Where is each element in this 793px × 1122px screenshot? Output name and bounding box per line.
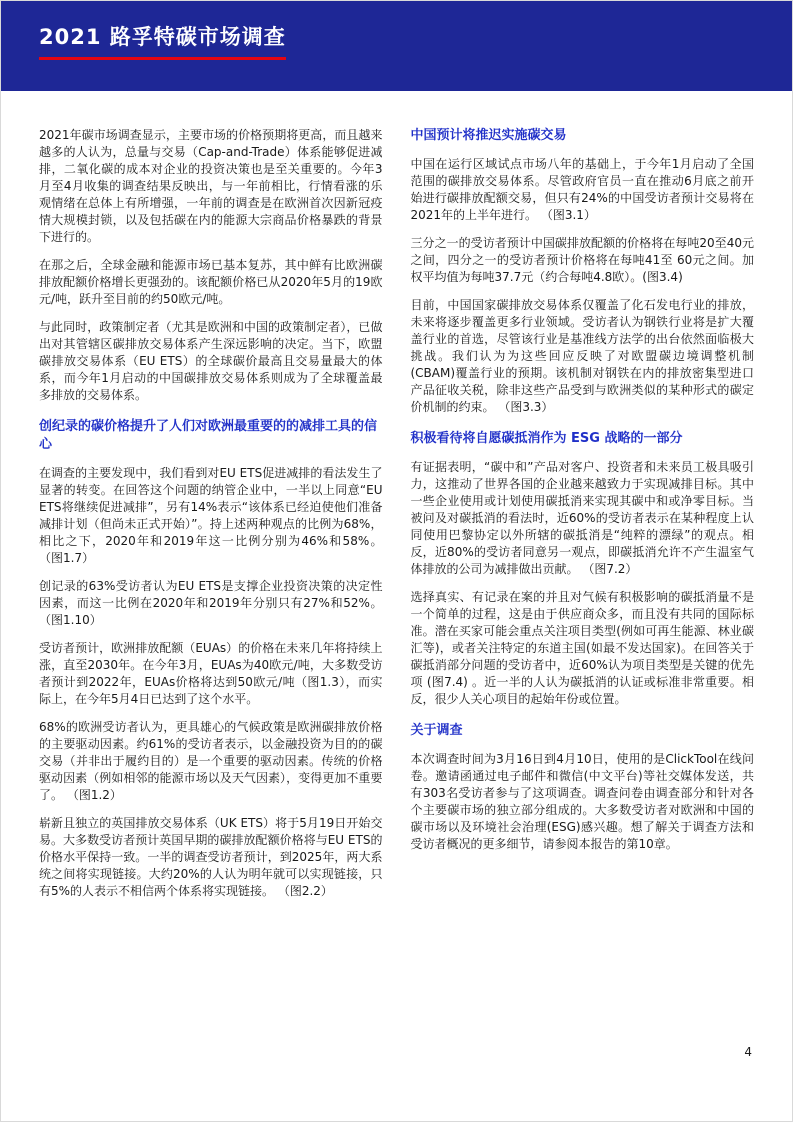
paragraph: 受访者预计，欧洲排放配额（EUAs）的价格在未来几年将持续上涨，直至2030年。在今年3月，EUAs为40欧元/吨，大多数受访者预计到2022年，EUAs价格将达到50欧元/吨（图1.3），而实际上，在今年5月4日已达到了这个水平。 — [39, 640, 383, 706]
section-heading: 中国预计将推迟实施碳交易 — [410, 128, 567, 143]
paragraph: 三分之一的受访者预计中国碳排放配额的价格将在每吨20至40元之间，四分之一的受访者预计价格将在每吨41至 60元之间。加权平均值为每吨37.7元（约合每吨4.8欧）。(图3.4) — [410, 235, 754, 284]
paragraph: 崭新且独立的英国排放交易体系（UK ETS）将于5月19日开始交易。大多数受访者预计英国早期的碳排放配额价格将与EU ETS的价格水平保持一致。一半的调查受访者预计，到2025年，两大系统之间将实现链接。大约20%的人认为明年就可以实现链接，只有5%的人表示不相信两个体系将实现链接。 （图2.2） — [39, 816, 383, 899]
paragraph: 在那之后，全球金融和能源市场已基本复苏，其中鲜有比欧洲碳排放配额价格增长更强劲的。该配额价格已从2020年5月的19欧元/吨，跃升至目前的约50欧元/吨。 — [39, 258, 383, 307]
right-column — [411, 127, 755, 911]
page-header — [1, 1, 792, 91]
paragraph: 与此同时，政策制定者（尤其是欧洲和中国的政策制定者），已做出对其管辖区碳排放交易体系产生深远影响的决定。当下，欧盟碳排放交易体系（EU ETS）的全球碳价最高且交易量最大的体系，而今年1月启动的中国碳排放交易体系则成为了全球覆盖最多排放的交易体系。 — [39, 320, 383, 403]
section-heading: 积极看待将自愿碳抵消作为 ESG 战略的一部分 — [410, 430, 683, 446]
paragraph: 在调查的主要发现中，我们看到对EU ETS促进减排的看法发生了显著的转变。在回答这个问题的纳管企业中，一半以上同意“EU ETS将继续促进减排”，另有14%表示“该体系已经迫使他们准备减排计划（但尚未正式开始）”。持上述两种观点的比例为68%，相比之下，2020年和2019年这一比例分别为46%和58%。 （图1.7） — [39, 465, 383, 565]
section-heading: 创纪录的碳价格提升了人们对欧洲最重要的的减排工具的信心 — [39, 419, 378, 453]
paragraph: 中国在运行区域试点市场八年的基础上，于今年1月启动了全国范围的碳排放交易体系。尽管政府官员一直在推动6月底之前开始进行碳排放配额交易，但只有24%的中国受访者预计交易将在2021年的上半年进行。 （图3.1） — [410, 156, 754, 222]
page-number: 4 — [744, 1045, 752, 1059]
paragraph: 有证据表明，“碳中和”产品对客户、投资者和未来员工极具吸引力，这推动了世界各国的企业越来越致力于实现减排目标。其中一些企业使用或计划使用碳抵消来实现其碳中和或净零目标。当被问及对碳抵消的看法时，近60%的受访者表示在某种程度上认同使用巴黎协定以外所辖的碳抵消是“纯粹的漂绿”的观点。相反，近80%的受访者同意另一观点，即碳抵消允许不产生温室气体排放的公司为减排做出贡献。 （图7.2） — [410, 459, 754, 576]
paragraph: 选择真实、有记录在案的并且对气候有积极影响的碳抵消量不是一个简单的过程，这是由于供应商众多，而且没有共同的国际标准。潜在买家可能会重点关注项目类型(例如可再生能源、林业碳汇等)，或者关注特定的东道主国(如最不发达国家)。在回答关于碳抵消部分问题的受访者中，近60%认为项目类型是关键的优先项 (图7.4) 。近一半的人认为碳抵消的认证或标准非常重要。相反，很少人关心项目的起始年份或位置。 — [410, 589, 754, 706]
paragraph: 2021年碳市场调查显示，主要市场的价格预期将更高，而且越来越多的人认为，总量与交易（Cap-and-Trade）体系能够促进减排，二氧化碳的成本对企业的投资决策也是至关重要的。今年3月至4月收集的调查结果反映出，与一年前相比，行情看涨的乐观情绪在总体上有所增强，一年前的调查是在欧洲首次因新冠疫情大规模封锁，以及包括碳在内的能源大宗商品价格暴跌的背景下进行的。 — [39, 128, 383, 245]
page-body — [1, 91, 792, 911]
left-column — [39, 127, 383, 911]
report-title: 2021 路孚特碳市场调查 — [39, 25, 286, 60]
paragraph: 目前，中国国家碳排放交易体系仅覆盖了化石发电行业的排放，未来将逐步覆盖更多行业领域。受访者认为钢铁行业将是扩大覆盖行业的首选，尽管该行业是基准线方法学的出台依然面临极大挑战。我们认为为这些回应反映了对欧盟碳边境调整机制(CBAM)覆盖行业的预期。该机制对钢铁在内的排放密集型进口产品征收关税，除非这些产品受到与欧洲类似的某种形式的碳定价机制的约束。 （图3.3） — [410, 297, 754, 414]
paragraph: 创记录的63%受访者认为EU ETS是支撑企业投资决策的决定性因素，而这一比例在2020年和2019年分别只有27%和52%。 （图1.10） — [39, 578, 383, 627]
paragraph: 68%的欧洲受访者认为，更具雄心的气候政策是欧洲碳排放价格的主要驱动因素。约61%的受访者表示，以金融投资为目的的碳交易（并非出于履约目的）是一个重要的驱动因素。传统的价格驱动因素（例如相邻的能源市场以及天气因素），变得更加不重要了。 （图1.2） — [39, 719, 383, 803]
section-heading: 关于调查 — [410, 722, 463, 738]
paragraph: 本次调查时间为3月16日到4月10日，使用的是ClickTool在线问卷。邀请函通过电子邮件和微信(中文平台)等社交媒体发送，共有303名受访者参与了这项调查。调查问卷由调查部分和针对各个主要碳市场的独立部分组成的。大多数受访者对欧洲和中国的碳市场以及环境社会治理(ESG)感兴趣。想了解关于调查方法和受访者概况的更多细节，请参阅本报告的第10章。 — [410, 751, 754, 851]
